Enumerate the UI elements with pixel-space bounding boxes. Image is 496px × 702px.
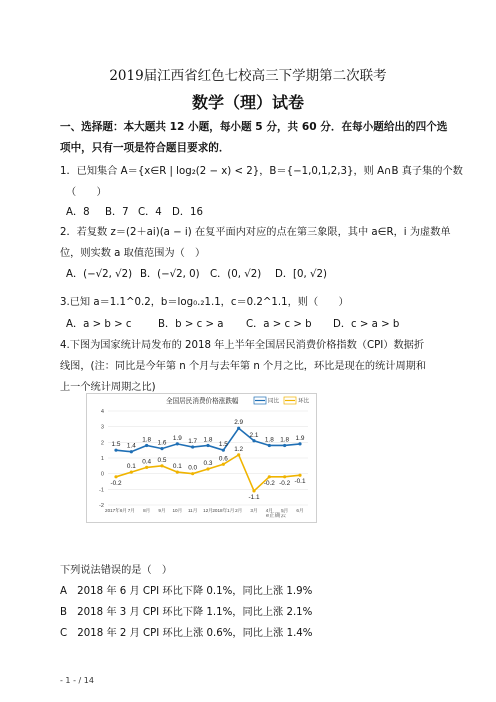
data-point-huanbi bbox=[268, 475, 271, 478]
q4-option-a[interactable]: A 2018 年 6 月 CPI 环比下降 0.1%，同比上涨 1.9% bbox=[60, 586, 313, 597]
question-4-prompt: 下列说法错误的是（ ） bbox=[60, 565, 173, 576]
q3-option-c[interactable]: C．a > c > b bbox=[246, 319, 312, 330]
q1-option-d[interactable]: D．16 bbox=[172, 207, 203, 218]
data-label-tongbi: 1.9 bbox=[172, 434, 182, 442]
data-point-tongbi bbox=[222, 449, 225, 452]
x-tick-label: 9月 bbox=[158, 508, 166, 513]
data-point-huanbi bbox=[283, 475, 286, 478]
y-tick-label: 3 bbox=[100, 424, 104, 431]
y-tick-label: 2 bbox=[100, 440, 104, 447]
question-2-line1: 2．若复数 z＝(2＋ai)(a − i) 在复平面内对应的点在第三象限，其中 a∈R，i 为虚数单 bbox=[60, 227, 451, 238]
data-label-huanbi: -0.2 bbox=[279, 479, 291, 487]
data-point-huanbi bbox=[191, 472, 194, 475]
data-point-tongbi bbox=[268, 444, 271, 447]
data-label-tongbi: 1.8 bbox=[203, 436, 213, 444]
q2-option-c[interactable]: C．(0, √2) bbox=[210, 269, 262, 280]
data-point-tongbi bbox=[237, 427, 240, 430]
data-label-huanbi: 0.4 bbox=[142, 458, 152, 466]
question-4-line2: 线图，(注：同比是今年第 n 个月与去年第 n 个月之比，环比是现在的统计周期和 bbox=[60, 361, 427, 372]
data-point-huanbi bbox=[298, 474, 301, 477]
y-tick-label: 0 bbox=[100, 471, 104, 478]
x-tick-label: 3月 bbox=[250, 508, 258, 513]
q1-option-b[interactable]: B．7 bbox=[105, 207, 129, 218]
exam-subtitle: 数学（理）试卷 bbox=[191, 93, 304, 112]
data-label-huanbi: 0.1 bbox=[172, 463, 182, 471]
q2-option-a[interactable]: A．(−√2, √2) bbox=[66, 269, 133, 280]
q1-option-c[interactable]: C．4 bbox=[138, 207, 162, 218]
data-point-huanbi bbox=[206, 467, 209, 470]
x-tick-label: 10月 bbox=[172, 508, 183, 513]
exam-title: 2019届江西省红色七校高三下学期第二次联考 bbox=[109, 68, 387, 84]
question-1-stem: 1．已知集合 A＝{x∈R | log₂(2 − x) < 2}，B＝{−1,0,1,2,3}，则 A∩B 真子集的个数 bbox=[60, 166, 463, 177]
x-tick-label: 11月 bbox=[187, 508, 198, 513]
data-label-huanbi: 0.0 bbox=[188, 464, 198, 472]
data-label-tongbi: 1.8 bbox=[142, 436, 152, 444]
legend-label-tongbi: 同比 bbox=[268, 398, 280, 405]
x-tick-label: 6月 bbox=[296, 508, 304, 513]
data-label-tongbi: 1.7 bbox=[188, 438, 198, 446]
data-point-tongbi bbox=[206, 444, 209, 447]
data-label-huanbi: 1.2 bbox=[234, 445, 244, 453]
question-4-line3: 上一个统计周期之比) bbox=[60, 382, 156, 393]
y-tick-label: -1 bbox=[99, 487, 104, 494]
data-label-huanbi: 0.1 bbox=[126, 463, 136, 471]
data-point-huanbi bbox=[130, 471, 133, 474]
page-number: - 1 - / 14 bbox=[60, 676, 94, 685]
question-4-line1: 4.下图为国家统计局发布的 2018 年上半年全国居民消费价格指数（CPI）数据折 bbox=[60, 340, 425, 351]
q3-option-a[interactable]: A．a > b > c bbox=[66, 319, 132, 330]
data-point-tongbi bbox=[283, 444, 286, 447]
data-label-huanbi: -0.1 bbox=[294, 478, 306, 486]
q4-option-c[interactable]: C 2018 年 2 月 CPI 环比上涨 0.6%，同比上涨 1.4% bbox=[60, 628, 313, 639]
data-label-huanbi: 0.5 bbox=[157, 456, 167, 464]
q4-option-b[interactable]: B 2018 年 3 月 CPI 环比下降 1.1%，同比上涨 2.1% bbox=[60, 607, 313, 618]
data-point-huanbi bbox=[160, 464, 163, 467]
section-instruction-line2: 项中，只有一项是符合题目要求的． bbox=[60, 142, 230, 154]
q2-option-b[interactable]: B．(−√2, 0) bbox=[140, 269, 200, 280]
data-label-tongbi: 1.6 bbox=[157, 439, 167, 447]
data-point-tongbi bbox=[298, 442, 301, 445]
x-tick-label: 5月 bbox=[281, 508, 289, 513]
x-tick-label: 8月 bbox=[143, 508, 151, 513]
data-label-tongbi: 1.5 bbox=[218, 441, 228, 449]
q3-option-b[interactable]: B．b > c > a bbox=[158, 319, 224, 330]
data-label-tongbi: 1.4 bbox=[126, 442, 136, 450]
cpi-line-chart bbox=[86, 393, 317, 523]
data-point-tongbi bbox=[252, 439, 255, 442]
data-point-huanbi bbox=[252, 489, 255, 492]
data-point-huanbi bbox=[176, 471, 179, 474]
chart-title: 全国居民消费价格涨跌幅 bbox=[166, 398, 239, 405]
data-label-tongbi: 1.5 bbox=[111, 441, 121, 449]
question-1-paren: （ ） bbox=[66, 187, 107, 198]
data-point-tongbi bbox=[191, 445, 194, 448]
data-label-tongbi: 1.9 bbox=[295, 434, 305, 442]
chart-watermark: e正确云 bbox=[266, 513, 286, 519]
question-2-line2: 位，则实数 a 取值范围为（ ） bbox=[60, 248, 206, 259]
data-point-huanbi bbox=[114, 475, 117, 478]
data-point-tongbi bbox=[145, 444, 148, 447]
data-label-huanbi: 0.3 bbox=[203, 459, 213, 467]
data-label-tongbi: 2.9 bbox=[234, 419, 244, 427]
data-label-huanbi: 0.6 bbox=[218, 455, 228, 463]
x-tick-label: 2017年6月 bbox=[105, 508, 127, 513]
x-tick-label: 2018年1月 bbox=[212, 508, 235, 513]
y-tick-label: 4 bbox=[100, 409, 104, 415]
data-point-huanbi bbox=[145, 466, 148, 469]
x-tick-label: 12月 bbox=[203, 508, 213, 513]
q3-option-d[interactable]: D．c > a > b bbox=[333, 319, 400, 330]
data-label-tongbi: 2.1 bbox=[249, 431, 259, 439]
y-tick-label: -2 bbox=[99, 503, 104, 509]
q1-option-a[interactable]: A．8 bbox=[66, 207, 90, 218]
data-label-huanbi: -0.2 bbox=[263, 479, 275, 487]
data-point-tongbi bbox=[130, 450, 133, 453]
x-tick-label: 2月 bbox=[235, 508, 243, 513]
data-point-huanbi bbox=[237, 453, 240, 456]
question-3-stem: 3.已知 a＝1.1^0.2，b＝log₀.₂1.1，c＝0.2^1.1，则（ ） bbox=[60, 297, 349, 308]
data-point-huanbi bbox=[222, 463, 225, 466]
y-tick-label: 1 bbox=[100, 456, 104, 462]
x-tick-label: 4月 bbox=[265, 508, 273, 513]
data-point-tongbi bbox=[176, 442, 179, 445]
q2-option-d[interactable]: D．[0, √2) bbox=[275, 269, 327, 280]
data-point-tongbi bbox=[114, 449, 117, 452]
section-instruction-line1: 一、选择题：本大题共 12 小题，每小题 5 分，共 60 分．在每小题给出的四个选 bbox=[60, 121, 448, 133]
x-tick-label: 7月 bbox=[127, 508, 135, 513]
legend-label-huanbi: 环比 bbox=[298, 398, 310, 405]
data-label-tongbi: 1.8 bbox=[264, 436, 274, 444]
data-point-tongbi bbox=[160, 447, 163, 450]
data-label-tongbi: 1.8 bbox=[280, 436, 290, 444]
data-label-huanbi: -0.2 bbox=[110, 479, 122, 487]
data-label-huanbi: -1.1 bbox=[248, 493, 260, 501]
